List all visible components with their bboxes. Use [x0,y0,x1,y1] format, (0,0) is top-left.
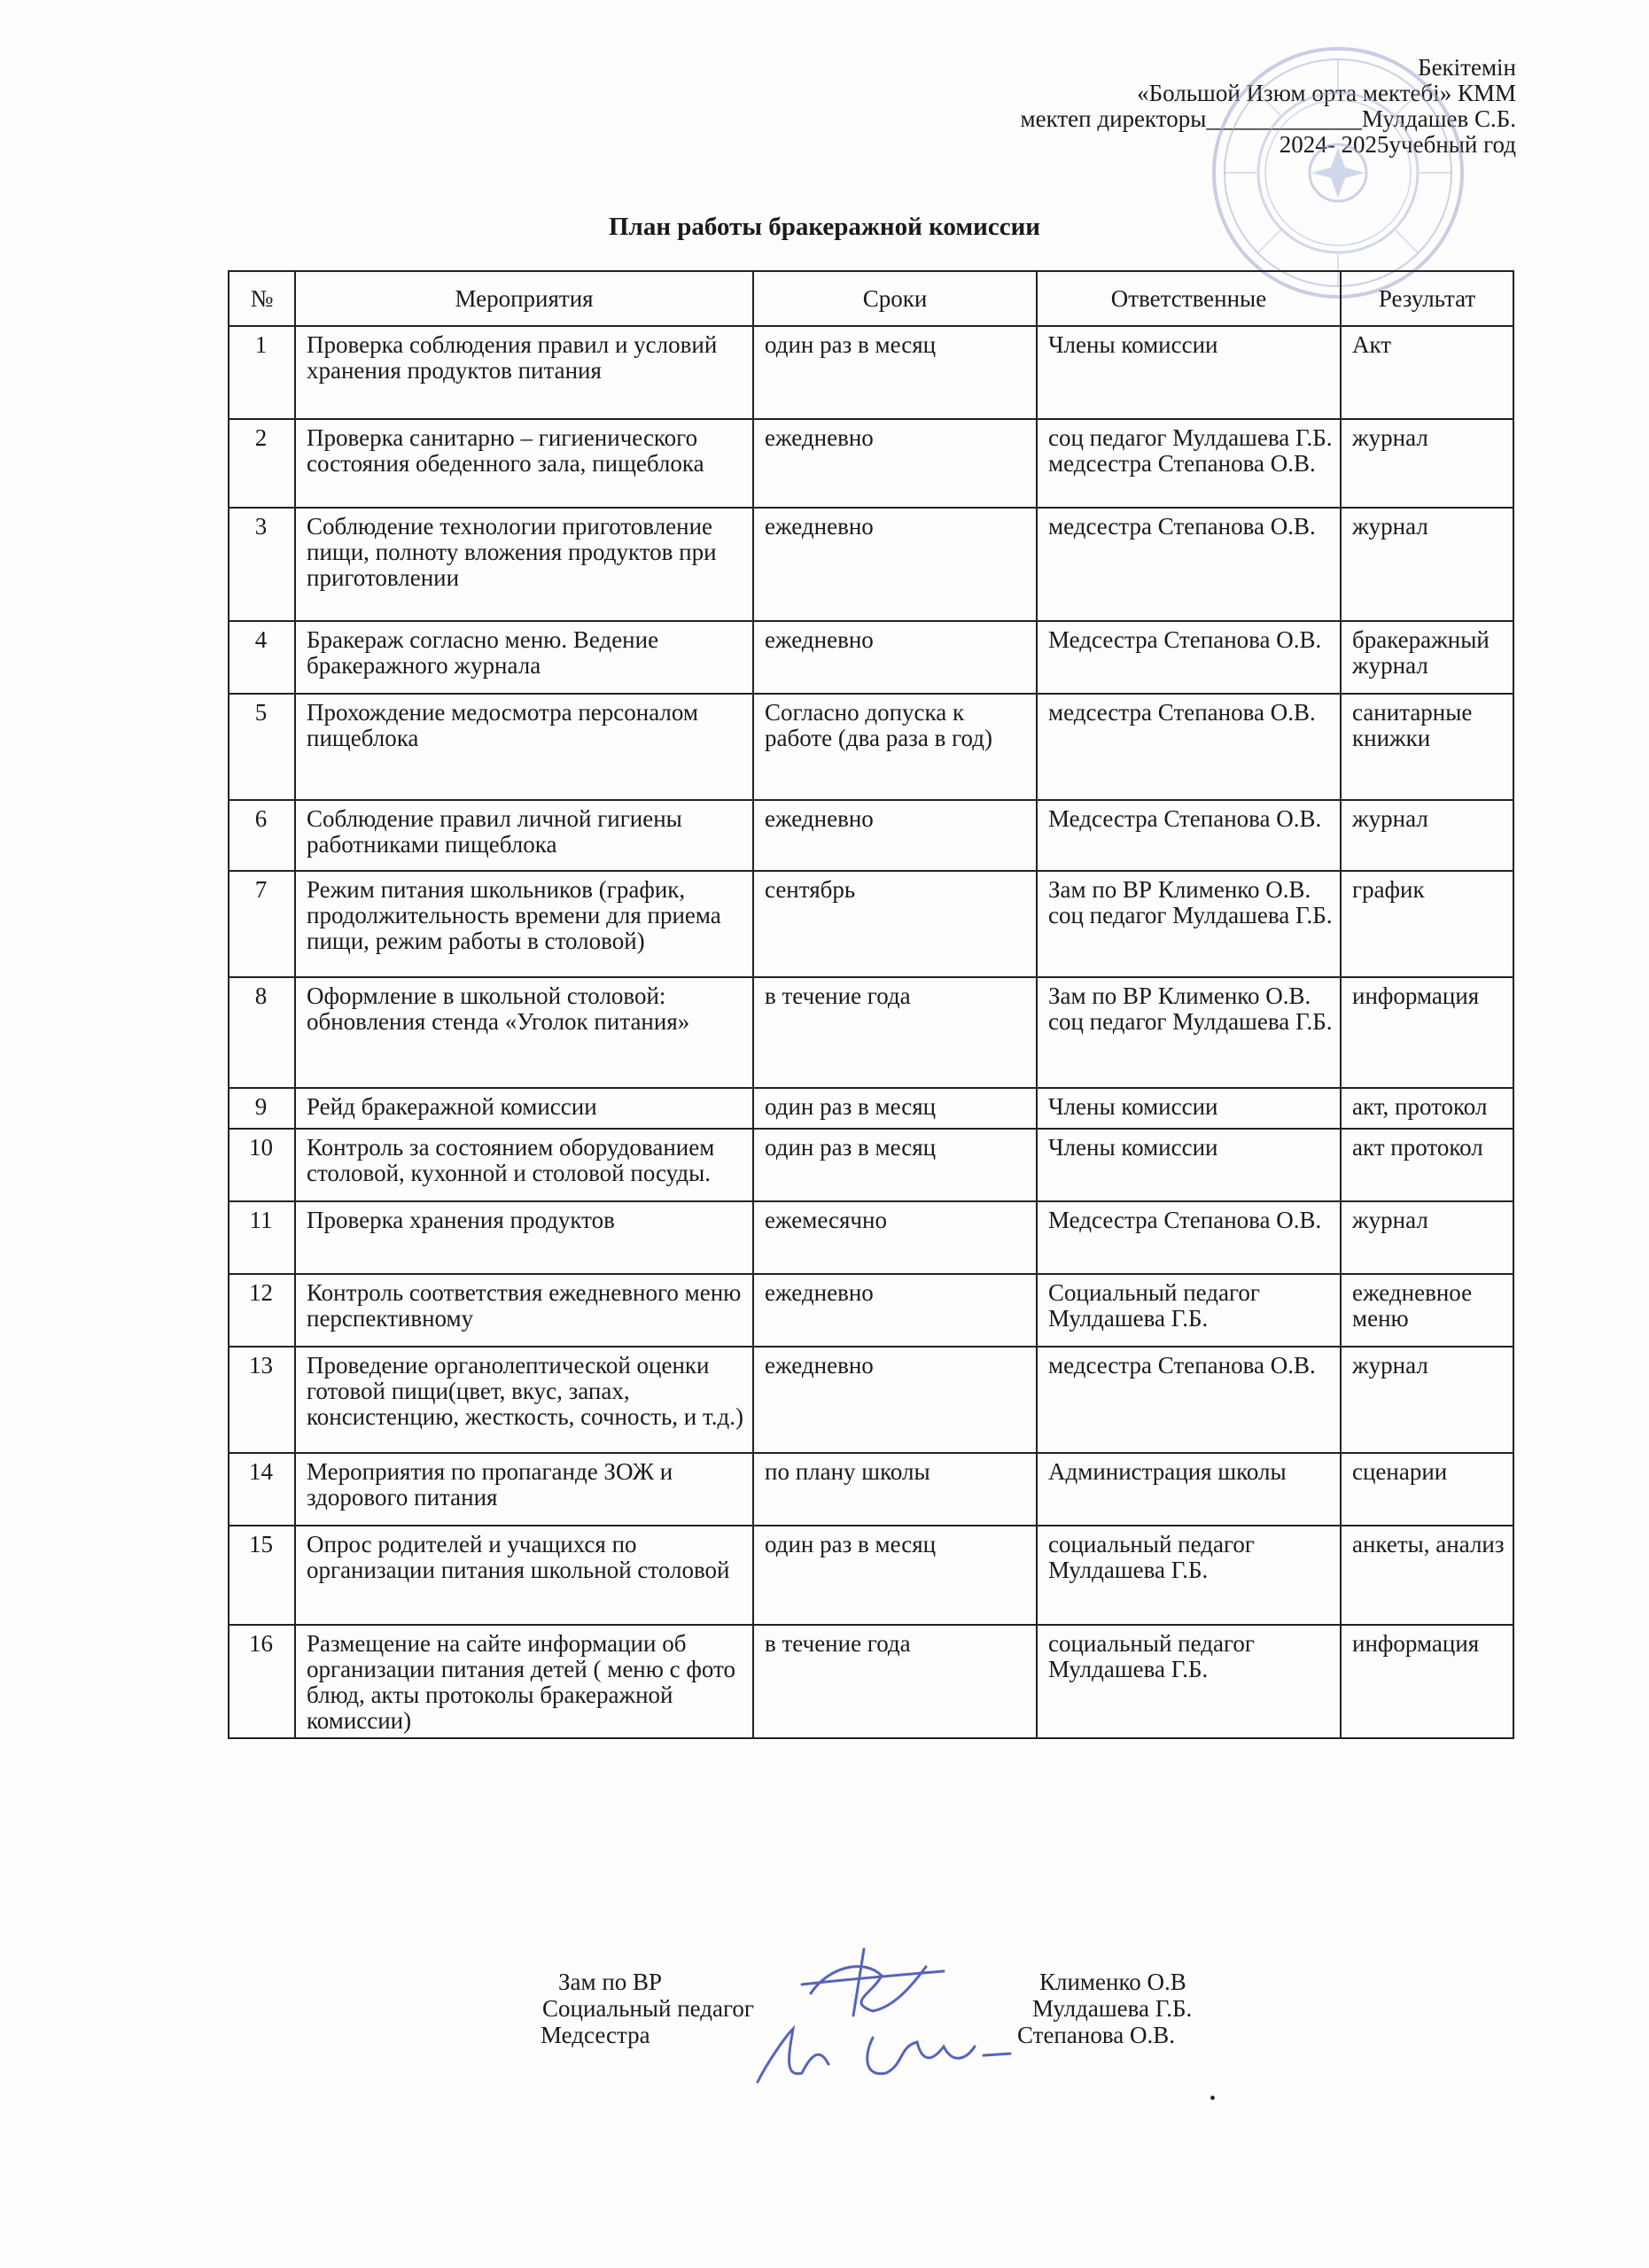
cell-result: график [1341,871,1513,977]
cell-number: 5 [229,694,295,800]
cell-event: Опрос родителей и учащихся по организации питания школьной столовой [295,1526,753,1625]
cell-number: 16 [229,1625,295,1738]
cell-number: 14 [229,1453,295,1526]
cell-term: ежедневно [753,419,1037,508]
cell-responsible: медсестра Степанова О.В. [1037,1347,1341,1453]
cell-responsible: Медсестра Степанова О.В. [1037,621,1341,694]
cell-term: по плану школы [753,1453,1037,1526]
cell-number: 11 [229,1201,295,1274]
cell-event: Контроль за состоянием оборудованием столовой, кухонной и столовой посуды. [295,1129,753,1201]
cell-result: сценарии [1341,1453,1513,1526]
cell-responsible: социальный педагог Мулдашева Г.Б. [1037,1625,1341,1738]
cell-result: анкеты, анализ [1341,1526,1513,1625]
cell-responsible: Члены комиссии [1037,326,1341,419]
plan-table [228,270,1514,1739]
table-row [229,1625,1513,1738]
cell-responsible: Социальный педагог Мулдашева Г.Б. [1037,1274,1341,1347]
table-row [229,326,1513,419]
table-row [229,694,1513,800]
cell-term: ежемесячно [753,1201,1037,1274]
approval-line-1: Бекітемін [1418,54,1516,81]
approval-line-4: 2024- 2025учебный год [1279,131,1516,158]
cell-responsible: Члены комиссии [1037,1088,1341,1129]
cell-number: 9 [229,1088,295,1129]
cell-result: журнал [1341,800,1513,871]
header-term: Сроки [753,271,1037,326]
table-row [229,1347,1513,1453]
cell-term: ежедневно [753,1347,1037,1453]
cell-result: бракеражный журнал [1341,621,1513,694]
cell-event: Оформление в школьной столовой: обновления стенда «Уголок питания» [295,977,753,1088]
cell-event: Проверка соблюдения правил и условий хранения продуктов питания [295,326,753,419]
scan-mark: • [1210,2089,1217,2109]
cell-responsible: Члены комиссии [1037,1129,1341,1201]
cell-term: ежедневно [753,621,1037,694]
cell-responsible: соц педагог Мулдашева Г.Б. медсестра Степанова О.В. [1037,419,1341,508]
cell-term: ежедневно [753,1274,1037,1347]
cell-number: 12 [229,1274,295,1347]
table-row [229,1453,1513,1526]
cell-number: 6 [229,800,295,871]
cell-result: Акт [1341,326,1513,419]
cell-term: в течение года [753,1625,1037,1738]
cell-term: ежедневно [753,508,1037,621]
cell-event: Рейд бракеражной комиссии [295,1088,753,1129]
cell-result: журнал [1341,419,1513,508]
cell-responsible: медсестра Степанова О.В. [1037,694,1341,800]
cell-number: 7 [229,871,295,977]
cell-event: Контроль соответствия ежедневного меню перспективному [295,1274,753,1347]
table-row [229,1526,1513,1625]
cell-event: Режим питания школьников (график, продолжительность времени для приема пищи, режим работы в столовой) [295,871,753,977]
signature-name-1: Клименко О.В [1039,1969,1186,1995]
cell-term: один раз в месяц [753,1129,1037,1201]
cell-result: журнал [1341,508,1513,621]
table-row [229,977,1513,1088]
cell-event: Прохождение медосмотра персоналом пищеблока [295,694,753,800]
table-body [229,326,1513,1738]
cell-result: санитарные книжки [1341,694,1513,800]
header-responsible: Ответственные [1037,271,1341,326]
cell-result: ежедневное меню [1341,1274,1513,1347]
cell-term: в течение года [753,977,1037,1088]
cell-responsible: Медсестра Степанова О.В. [1037,1201,1341,1274]
table-row [229,871,1513,977]
cell-event: Проверка хранения продуктов [295,1201,753,1274]
table-row [229,1274,1513,1347]
cell-number: 2 [229,419,295,508]
cell-event: Проверка санитарно – гигиенического состояния обеденного зала, пищеблока [295,419,753,508]
signature-name-2: Мулдашева Г.Б. [1032,1995,1193,2022]
handwritten-signature [740,1931,1023,2100]
signature-position-2: Социальный педагог [542,1995,754,2022]
cell-number: 4 [229,621,295,694]
cell-number: 1 [229,326,295,419]
cell-term: один раз в месяц [753,1526,1037,1625]
table-row [229,800,1513,871]
cell-term: один раз в месяц [753,326,1037,419]
approval-line-2: «Большой Изюм орта мектебі» КММ [1137,80,1516,106]
cell-responsible: Медсестра Степанова О.В. [1037,800,1341,871]
cell-result: акт протокол [1341,1129,1513,1201]
cell-result: журнал [1341,1347,1513,1453]
cell-responsible: Зам по ВР Клименко О.В. соц педагог Мулдашева Г.Б. [1037,871,1341,977]
table-row [229,508,1513,621]
table-header-row [229,271,1513,326]
header-result: Результат [1341,271,1513,326]
signature-position-3: Медсестра [541,2022,650,2048]
page-title: План работы бракеражной комиссии [609,213,1040,241]
cell-term: Согласно допуска к работе (два раза в год) [753,694,1037,800]
table-row [229,621,1513,694]
cell-number: 10 [229,1129,295,1201]
cell-event: Мероприятия по пропаганде ЗОЖ и здорового питания [295,1453,753,1526]
cell-result: информация [1341,1625,1513,1738]
school-stamp [1205,40,1471,306]
table-row [229,1201,1513,1274]
cell-result: журнал [1341,1201,1513,1274]
cell-event: Соблюдение технологии приготовление пищи, полноту вложения продуктов при приготовлении [295,508,753,621]
cell-number: 15 [229,1526,295,1625]
table-row [229,1088,1513,1129]
signature-name-3: Степанова О.В. [1017,2022,1175,2048]
cell-event: Проведение органолептической оценки готовой пищи(цвет, вкус, запах, консистенцию, жесткость, сочность, и т.д.) [295,1347,753,1453]
approval-line-3: мектеп директоры_____________Мулдашев С.Б. [1020,105,1516,132]
cell-event: Размещение на сайте информации об организации питания детей ( меню с фото блюд, акты протоколы бракеражной комиссии) [295,1625,753,1738]
cell-result: акт, протокол [1341,1088,1513,1129]
header-number: № [229,271,295,326]
cell-responsible: Администрация школы [1037,1453,1341,1526]
cell-number: 8 [229,977,295,1088]
cell-term: ежедневно [753,800,1037,871]
signature-position-1: Зам по ВР [558,1969,663,1995]
table-row [229,1129,1513,1201]
cell-responsible: Зам по ВР Клименко О.В. соц педагог Мулдашева Г.Б. [1037,977,1341,1088]
cell-number: 13 [229,1347,295,1453]
cell-number: 3 [229,508,295,621]
cell-result: информация [1341,977,1513,1088]
cell-event: Соблюдение правил личной гигиены работниками пищеблока [295,800,753,871]
table-row [229,419,1513,508]
cell-term: один раз в месяц [753,1088,1037,1129]
cell-responsible: медсестра Степанова О.В. [1037,508,1341,621]
cell-term: сентябрь [753,871,1037,977]
cell-event: Бракераж согласно меню. Ведение бракеражного журнала [295,621,753,694]
header-event: Мероприятия [295,271,753,326]
cell-responsible: социальный педагог Мулдашева Г.Б. [1037,1526,1341,1625]
